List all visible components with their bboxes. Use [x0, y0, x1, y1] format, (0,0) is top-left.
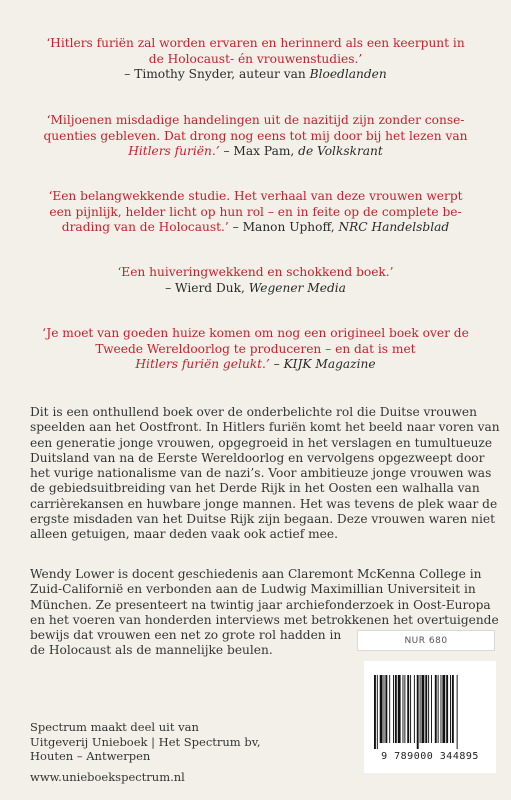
author-line: bewijs dat vrouwen een net zo grote rol hadden in	[30, 628, 342, 643]
barcode-bar	[393, 675, 394, 743]
barcode-bar	[385, 675, 387, 743]
description-line: Dit is een onthullend boek over de onderbelichte rol die Duitse vrouwen	[30, 405, 477, 419]
barcode-icon	[372, 675, 488, 749]
attribution-source: Bloedlanden	[309, 67, 387, 81]
barcode-bar	[450, 675, 451, 743]
quote-line: ‘Een belangwekkende studie. Het verhaal van deze vrouwen werpt	[48, 189, 463, 203]
quote-line: Hitlers furiën.’	[128, 144, 220, 158]
publisher-line: Houten – Antwerpen	[30, 749, 151, 764]
barcode-bar	[404, 675, 405, 743]
book-description	[30, 405, 500, 543]
description-line: de gebiedsuitbreiding van het Derde Rijk in het Oosten een walhalla van	[30, 481, 480, 496]
description-line: speelden aan het Oostfront. In Hitlers furiën komt het beeld naar voren van	[30, 420, 500, 435]
quote-text	[117, 265, 393, 279]
description-line: carrièrekansen en huwbare jonge mannen. Het was tevens de plek waar de	[30, 496, 498, 511]
barcode-bar	[414, 675, 415, 743]
quote-line: Tweede Wereldoorlog te produceren – en dat is met	[95, 341, 416, 356]
quote-line: ‘Je moet van goeden huize komen om nog een origineel boek over de	[42, 326, 469, 340]
quote-text	[46, 36, 464, 66]
quote-line: ‘Hitlers furiën zal worden ervaren en herinnerd als een keerpunt in	[46, 36, 465, 50]
review-quote-pam	[20, 113, 491, 160]
publisher-info	[30, 720, 290, 785]
publisher-line: Uitgeverij Unieboek | Het Spectrum bv,	[30, 734, 261, 749]
description-line: Duitsland van na de Eerste Wereldoorlog en vervolgens opgezweept door	[30, 450, 485, 465]
barcode-bar	[420, 675, 421, 743]
author-line: Zuid-Californië en verbonden aan de Ludwig Maximillian Universiteit in	[30, 582, 476, 597]
barcode-bar	[438, 675, 439, 743]
attribution-text: – Timothy Snyder, auteur van	[124, 67, 310, 81]
attribution-text: – Max Pam,	[223, 144, 299, 158]
barcode-bar	[431, 675, 432, 743]
barcode-bar	[425, 675, 427, 743]
quote-line: quenties gebleven. Dat drong nog eens tot mij door bij het lezen van	[43, 128, 468, 143]
attribution-source: Wegener Media	[248, 280, 346, 295]
barcode-bar	[398, 675, 401, 743]
barcode-bar	[422, 675, 425, 743]
isbn-barcode	[364, 661, 496, 773]
description-line: ergste misdaden van het Duitse Rijk zijn begaan. Deze vrouwen waren niet	[30, 512, 496, 527]
quote-line: een pijnlijk, helder licht op hun rol – en in feite op de complete be-	[49, 204, 462, 219]
review-quote-kijk	[20, 326, 491, 373]
review-quote-uphoff	[20, 189, 491, 236]
review-quote-duk	[20, 265, 491, 296]
publisher-line: Spectrum maakt deel uit van	[30, 720, 199, 734]
barcode-bar	[389, 675, 390, 743]
quote-attribution	[233, 220, 450, 234]
quote-line: Hitlers furiën gelukt.’	[135, 357, 270, 371]
quote-text	[42, 326, 469, 371]
barcode-bar	[435, 675, 437, 743]
review-quote-snyder	[20, 36, 491, 83]
quote-line: drading van de Holocaust.’	[61, 220, 229, 234]
barcode-bar	[384, 675, 385, 743]
description-line: het vurige nationalisme van de nazi’s. Voor ambitieuze jonge vrouwen was	[30, 466, 492, 481]
barcode-bar	[417, 675, 419, 749]
barcode-bar	[374, 675, 376, 749]
nur-code-label: NUR 680	[357, 630, 495, 651]
barcode-bar	[395, 675, 397, 743]
barcode-number: 9 789000 344895	[381, 751, 479, 762]
quote-line: ‘Miljoenen misdadige handelingen uit de nazitijd zijn zonder conse-	[46, 113, 465, 127]
quote-attribution	[124, 67, 386, 81]
quote-attribution	[274, 357, 376, 371]
quote-attribution	[223, 144, 382, 158]
author-line: Wendy Lower is docent geschiedenis aan Claremont McKenna College in	[30, 567, 482, 581]
barcode-bar	[403, 675, 404, 743]
barcode-bar	[377, 675, 378, 749]
description-line: een generatie jonge vrouwen, opgegroeid in het verslagen en tumultueuze	[30, 435, 493, 450]
attribution-text: – Manon Uphoff,	[232, 220, 339, 234]
attribution-text: – Wierd Duk,	[165, 280, 249, 295]
barcode-bar	[446, 675, 448, 743]
barcode-bar	[457, 675, 458, 749]
publisher-url[interactable]: www.unieboekspectrum.nl	[30, 770, 185, 785]
author-line: de Holocaust als de mannelijke beulen.	[30, 643, 273, 658]
barcode-bar	[441, 675, 442, 743]
quote-line: ‘Een huiveringwekkend en schokkend boek.’	[117, 265, 394, 279]
barcode-bar	[410, 675, 411, 743]
author-line: en het voeren van honderden interviews met betrokkenen het overtuigende	[30, 612, 499, 627]
author-line: München. Ze presenteert na twintig jaar archiefonderzoek in Oost-Europa	[30, 597, 491, 612]
attribution-source: de Volkskrant	[298, 144, 383, 158]
quote-attribution	[165, 281, 346, 295]
quote-line: de Holocaust- én vrouwenstudies.’	[148, 51, 363, 66]
barcode-bar	[442, 675, 445, 743]
barcode-bar	[452, 675, 454, 743]
barcode-bar	[407, 675, 409, 743]
description-line: alleen getuigen, maar deden vaak ook actief mee.	[30, 527, 338, 542]
attribution-source: KIJK Magazine	[283, 357, 376, 371]
barcode-bar	[380, 675, 383, 743]
attribution-text: –	[273, 357, 284, 371]
attribution-source: NRC Handelsblad	[338, 220, 450, 234]
barcode-bar	[428, 675, 429, 743]
